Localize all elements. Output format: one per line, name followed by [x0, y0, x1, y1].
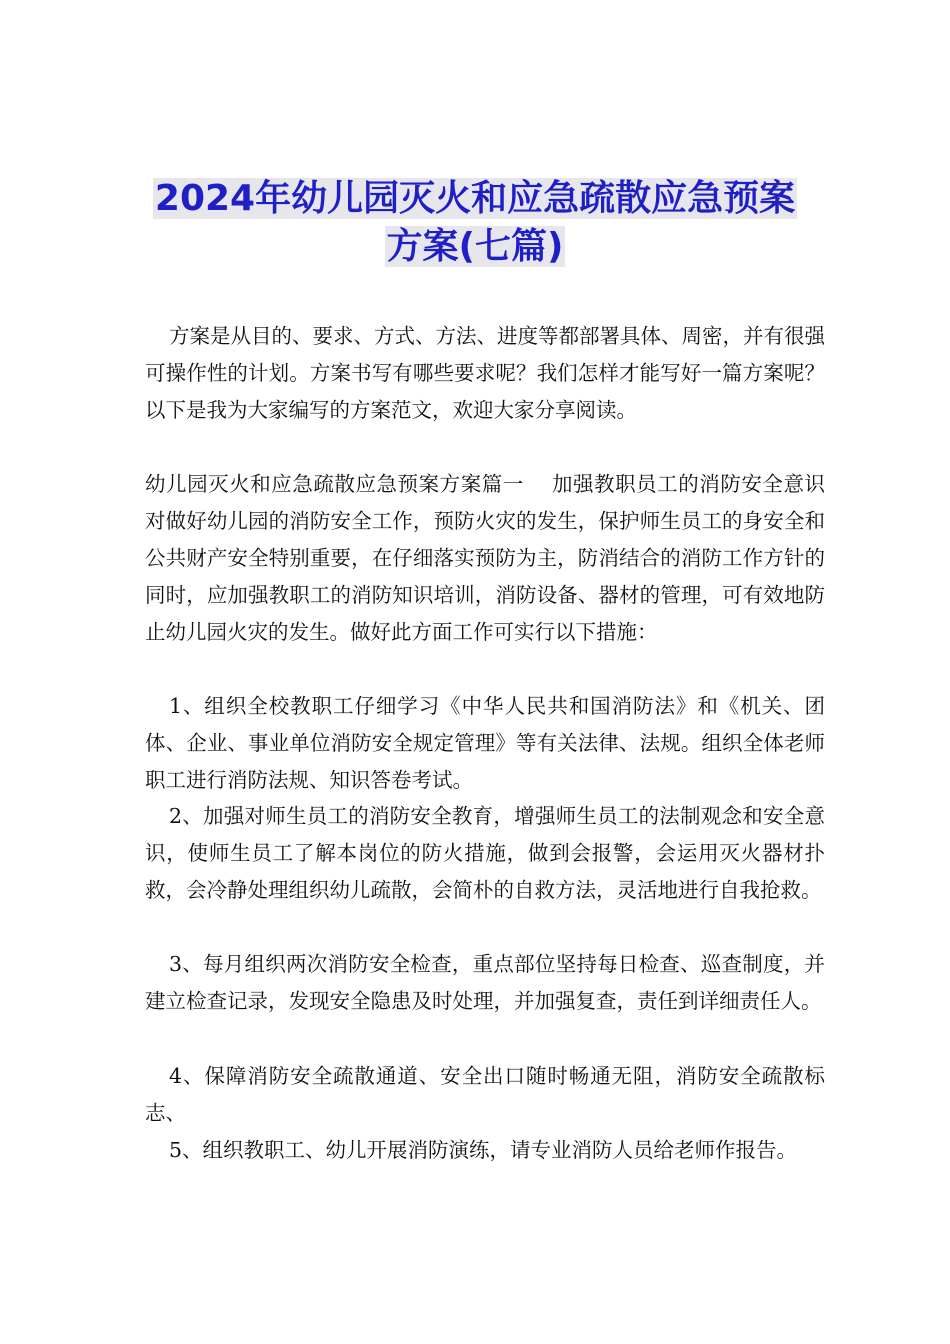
- list-item: 5、组织教职工、幼儿开展消防演练，请专业消防人员给老师作报告。: [169, 1138, 798, 1162]
- intro-paragraph: 方案是从目的、要求、方式、方法、进度等都部署具体、周密，并有很强可操作性的计划。方案书写有哪些要求呢？我们怎样才能写好一篇方案呢？以下是我为大家编写的方案范文，欢迎大家分享阅读。: [145, 324, 825, 422]
- document-title-line-2: 方案(七篇): [386, 226, 564, 267]
- list-item: 3、每月组织两次消防安全检查，重点部位坚持每日检查、巡查制度，并建立检查记录，发现安全隐患及时处理，并加强复查，责任到详细责任人。: [145, 952, 825, 1013]
- list-item: 1、组织全校教职工仔细学习《中华人民共和国消防法》和《机关、团体、企业、事业单位消防安全规定管理》等有关法律、法规。组织全体老师职工进行消防法规、知识答卷考试。: [145, 694, 825, 792]
- section-one-paragraph: 幼儿园灭火和应急疏散应急预案方案篇一 加强教职员工的消防安全意识对做好幼儿园的消防安全工作，预防火灾的发生，保护师生员工的身安全和公共财产安全特别重要，在仔细落实预防为主，防消结合的消防工作方针的同时，应加强教职工的消防知识培训，消防设备、器材的管理，可有效地防止幼儿园火灾的发生。做好此方面工作可实行以下措施：: [145, 472, 825, 644]
- list-item: 4、保障消防安全疏散通道、安全出口随时畅通无阻，消防安全疏散标志、: [145, 1064, 825, 1125]
- list-item: 2、加强对师生员工的消防安全教育，增强师生员工的法制观念和安全意识，使师生员工了解本岗位的防火措施，做到会报警，会运用灭火器材扑救，会冷静处理组织幼儿疏散，会简朴的自救方法，灵活地进行自我抢救。: [145, 804, 825, 902]
- document-title-line-1: 2024年幼儿园灭火和应急疏散应急预案: [154, 178, 796, 219]
